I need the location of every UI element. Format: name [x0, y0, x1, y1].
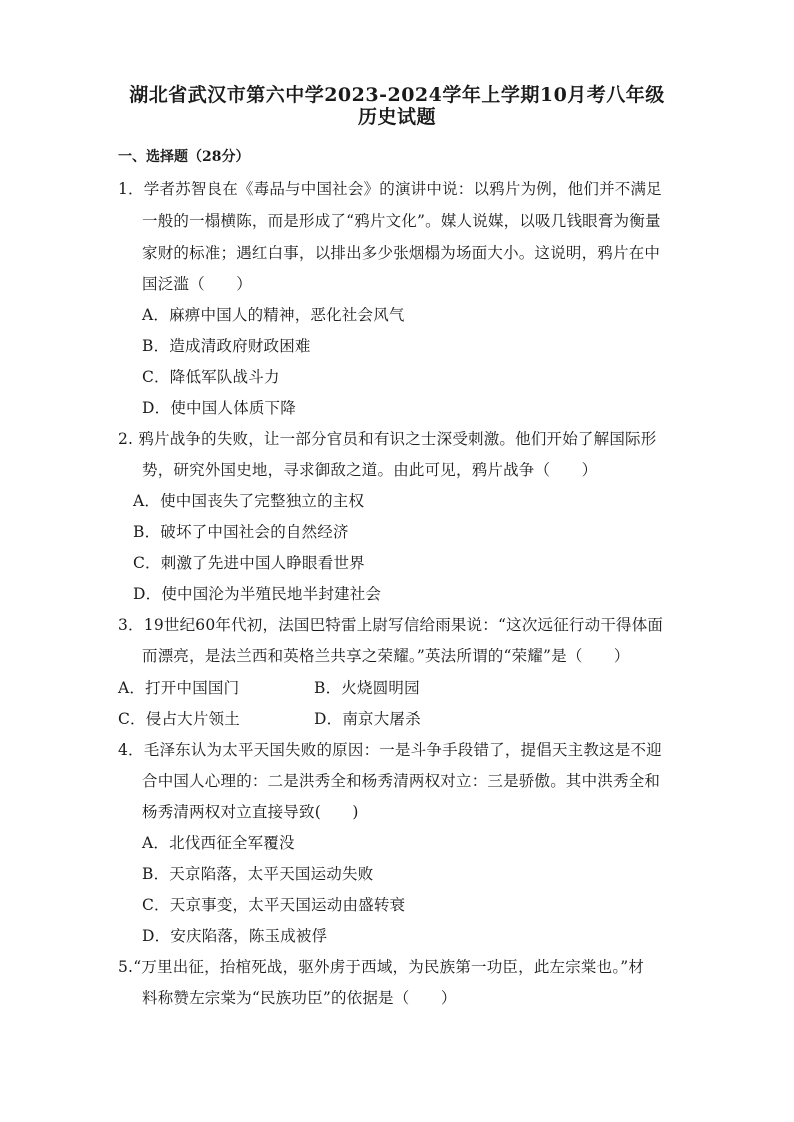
question-2-line-1: 2. 鸦片战争的失败，让一部分官员和有识之士深受刺激。他们开始了解国际形 — [118, 430, 657, 448]
question-2-option-a: A．使中国丧失了完整独立的主权 — [133, 492, 365, 510]
question-4-option-d: D．安庆陷落，陈玉成被俘 — [142, 927, 328, 945]
exam-subtitle: 历史试题 — [357, 106, 436, 128]
question-4-line-2: 合中国人心理的：二是洪秀全和杨秀清两权对立：三是骄傲。其中洪秀全和 — [142, 772, 661, 790]
question-4-option-b: B．天京陷落，太平天国运动失败 — [142, 865, 374, 883]
question-3-line-1: 3．19世纪60年代初，法国巴特雷上尉写信给雨果说：“这次远征行动干得体面 — [118, 616, 664, 634]
question-4-line-3: 杨秀清两权对立直接导致( ) — [142, 803, 359, 821]
question-1-line-3: 家财的标准；遇红白事，以排出多少张烟榻为场面大小。这说明，鸦片在中 — [142, 244, 661, 262]
question-3-option-b: B．火烧圆明园 — [314, 679, 420, 697]
question-3-option-a: A．打开中国国门 — [118, 679, 240, 697]
exam-title: 湖北省武汉市第六中学2023-2024学年上学期10月考八年级 — [129, 84, 665, 106]
question-4-option-c: C．天京事变，太平天国运动由盛转衰 — [142, 896, 406, 914]
question-5-line-2: 料称赞左宗棠为“民族功臣”的依据是（ ） — [142, 989, 457, 1007]
question-1-option-a: A．麻痹中国人的精神，恶化社会风气 — [142, 306, 405, 324]
question-1-option-c: C．降低军队战斗力 — [142, 368, 280, 386]
question-5-line-1: 5.“万里出征，抬棺死战，驱外虏于西域，为民族第一功臣，此左宗棠也。”材 — [118, 958, 645, 976]
question-4-line-1: 4．毛泽东认为太平天国失败的原因：一是斗争手段错了，提倡天主教这是不迎 — [118, 741, 662, 759]
question-2-line-2: 势，研究外国史地，寻求御敌之道。由此可见，鸦片战争（ ） — [142, 461, 598, 479]
question-2-option-d: D．使中国沦为半殖民地半封建社会 — [133, 585, 382, 603]
question-3-option-c: C．侵占大片领土 — [118, 710, 240, 728]
question-1-option-d: D．使中国人体质下降 — [142, 399, 296, 417]
question-3-line-2: 而漂亮，是法兰西和英格兰共享之荣耀。”英法所谓的“荣耀”是（ ） — [142, 647, 630, 665]
question-4-option-a: A．北伐西征全军覆没 — [142, 834, 295, 852]
question-3-option-d: D．南京大屠杀 — [314, 710, 421, 728]
question-1-line-2: 一般的一榻横陈，而是形成了“鸦片文化”。媒人说媒，以吸几钱眼膏为衡量 — [142, 212, 661, 230]
question-1-line-4: 国泛滥（ ） — [142, 275, 252, 293]
question-1-option-b: B．造成清政府财政困难 — [142, 337, 311, 355]
question-1-line-1: 1．学者苏智良在《毒品与中国社会》的演讲中说：以鸦片为例，他们并不满足 — [118, 180, 662, 198]
question-2-option-b: B．破坏了中国社会的自然经济 — [133, 523, 349, 541]
section-heading: 一、选择题（28分） — [118, 149, 250, 165]
question-2-option-c: C．刺激了先进中国人睁眼看世界 — [133, 554, 365, 572]
